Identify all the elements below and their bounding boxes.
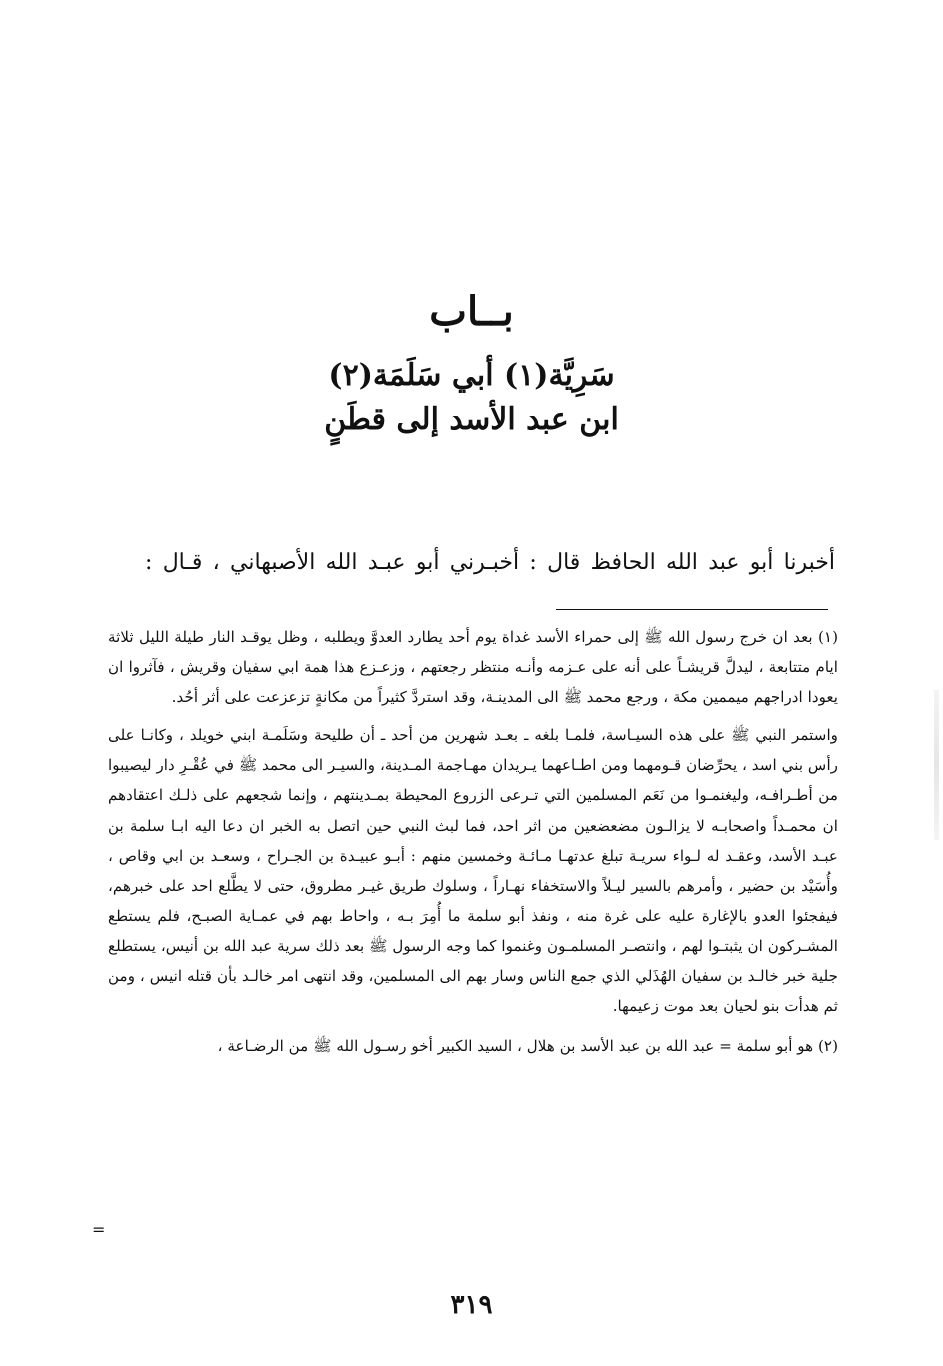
footnote-1-para-1 bbox=[108, 622, 838, 712]
footnote-2-para-1 bbox=[108, 1031, 838, 1061]
page-number: ٣١٩ bbox=[450, 1290, 493, 1320]
footnote-2-marker: (٢) bbox=[817, 1037, 838, 1056]
isnad-line: أخبرنا أبو عبد الله الحافظ قال : أخبـرني أبو عبـد الله الأصبهاني ، قـال : bbox=[145, 550, 835, 575]
chapter-title: سَرِيَّة(١) أبي سَلَمَة(٢) bbox=[328, 358, 615, 393]
footnote-1-text-1: بعد ان خرج رسول الله ﷺ إلى حمراء الأسد غداة يوم أحد يطارد العدوَّ ويطلبه ، وظل يوقـد النار طيلة الليل ثلاثة ايام متتابعة ، ليدلَّ قريشـاً على أنه على عـزمه وأنـه منتظر رجعتهم ، وزعـزع هذا همة ابي سفيان وقريش ، فآثروا ان يعودا ادراجهم ميممين مكة ، ورجع محمد ﷺ الى المدينـة، وقد استردَّ كثيراً من مكانةٍ تزعزعت على أثر أحُد. bbox=[108, 628, 838, 707]
continues-mark: = bbox=[92, 1220, 106, 1239]
footnote-1-para-2: واستمر النبي ﷺ على هذه السيـاسة، فلمـا بلغه ـ بعـد شهرين من أحد ـ أن طليحة وسَلَمـة ابني خويلد ، وكانـا على رأس بني اسد ، يحرِّضان قـومهما ومن اطـاعهما يـريدان مهـاجمة المـدينة، والسيـر الى محمد ﷺ في عُقْـرِ دار ليصيبوا من أطـرافـه، وليغنمـوا من نَعَم المسلمين التي تـرعى الزروع المحيطة بمـدينتهم ، وإنما شجعهم على ذلـك اعتقادهم ان محمـداً واصحابـه لا يزالـون مضعضعين من اثر احد، فما لبث النبي حين اتصل به الخبر ان دعا اليه ابـا سلمة بن عبـد الأسد، وعقـد له لـواء سريـة تبلغ عدتهـا مـائـة وخمسين منهم : أبـو عبيـدة بن الجـراح ، وسعـد بن ابي وقاص ، وأُسَيْد بن حضير ، وأمرهم بالسير ليـلاً والاستخفاء نهـاراً ، وسلوك طريق غيـر مطروق، حتى لا يطَّلع احد على خبرهم، فيفجئوا العدو بالإغارة عليه على غرة منه ، ونفذ أبو سلمة ما أُمِرَ بـه ، واحاط بهم في عمـاية الصبـح، فلم يستطع المشـركون ان يثبتـوا لهم ، وانتصـر المسلمـون وغنموا كما وجه الرسول ﷺ بعد ذلك سرية عبد الله بن أنيس، يستطلع جلية خبر خالـد بن سفيان الهُذَلي الذي جمع الناس وسار بهم الى المسلمين، وقد انتهى امر خالـد بأن قتله انيس ، ومن ثم هدأت بنو لحيان بعد موت زعيمها. bbox=[108, 726, 838, 1016]
scan-edge-shadow bbox=[934, 690, 939, 840]
chapter-word: بــاب bbox=[429, 288, 514, 335]
chapter-subtitle: ابن عبد الأسد إلى قطَنٍ bbox=[324, 402, 619, 437]
footnotes bbox=[108, 622, 838, 1061]
footnote-separator bbox=[556, 609, 828, 610]
footnote-2-text-1: هو أبو سلمة = عبد الله بن عبد الأسد بن هلال ، السيد الكبير أخو رسـول الله ﷺ من الرضـاعة ، bbox=[217, 1037, 814, 1056]
footnote-1-marker: (١) bbox=[817, 628, 839, 646]
